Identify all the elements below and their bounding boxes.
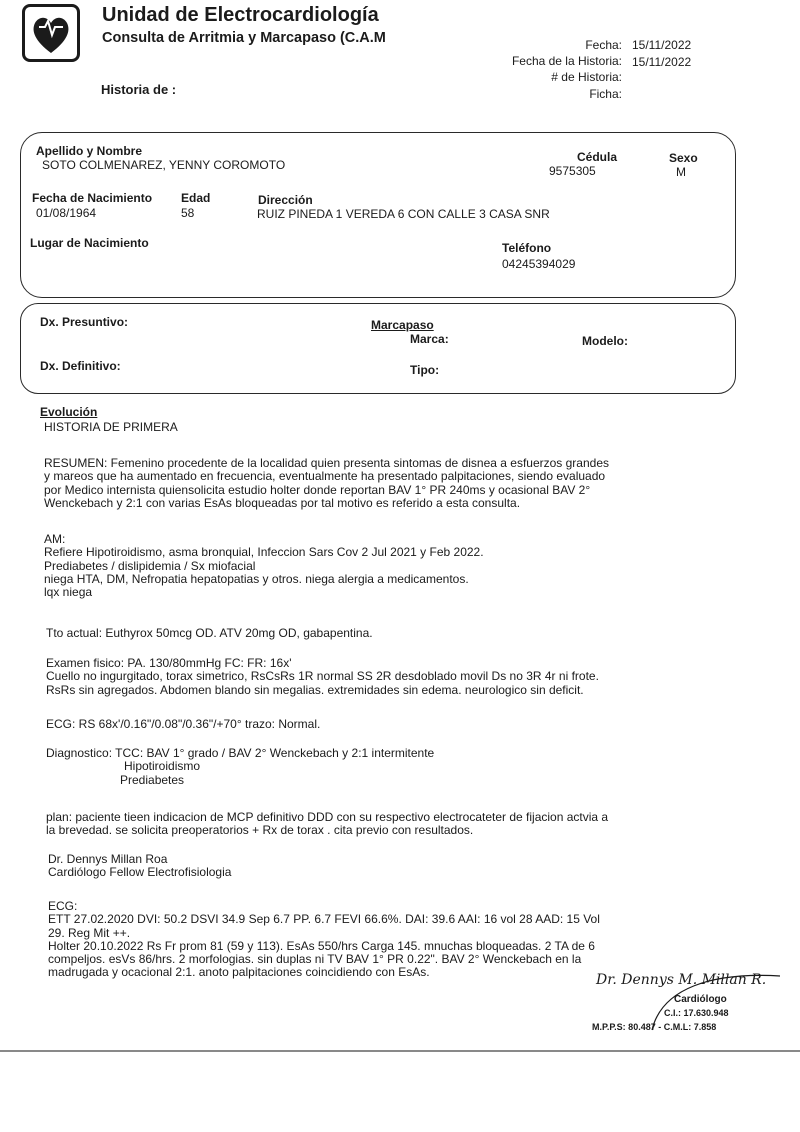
- ecg-section-line: madrugada y ocacional 2:1. anoto palpitaciones coincidiendo con EsAs.: [48, 965, 430, 980]
- examen-line: Examen fisico: PA. 130/80mmHg FC: FR: 16x': [46, 656, 292, 670]
- am-line: Refiere Hipotiroidismo, asma bronquial, Infeccion Sars Cov 2 Jul 2021 y Feb 2022.: [44, 545, 484, 560]
- ecg-line: ECG: RS 68x'/0.16"/0.08"/0.36"/+70° trazo: Normal.: [46, 717, 321, 731]
- tto-actual: Tto actual: Euthyrox 50mcg OD. ATV 20mg OD, gabapentina.: [46, 626, 373, 640]
- ecg-section-line: ETT 27.02.2020 DVI: 50.2 DSVI 34.9 Sep 6.7 PP. 6.7 FEVI 66.6%. DAI: 39.6 AAI: 16 vol 28 AAD: 15 Vol: [48, 912, 600, 927]
- cedula-label: Cédula: [577, 150, 618, 164]
- fecha-historia-label: Fecha de la Historia:: [511, 54, 622, 68]
- nombre-value: SOTO COLMENAREZ, YENNY COROMOTO: [42, 158, 286, 172]
- nombre-label: Apellido y Nombre: [36, 144, 143, 158]
- marcapaso-label: Marcapaso: [371, 318, 434, 332]
- heart-logo-icon: [22, 4, 80, 62]
- diagnostico-line: Diagnostico: TCC: BAV 1° grado / BAV 2° Wenckebach y 2:1 intermitente: [46, 746, 435, 760]
- diagnostico-paragraph: [46, 747, 434, 787]
- sexo-label: Sexo: [669, 151, 698, 165]
- fecha-historia-value: 15/11/2022: [632, 55, 692, 69]
- ecg-section-line: compeljos. esVs 86/hrs. 2 morfologias. sin duplas ni TV BAV 1° PR 0.22". BAV 2° Wenckebach en la: [48, 952, 582, 967]
- sexo-value: M: [676, 165, 686, 179]
- plan-paragraph: [46, 811, 608, 838]
- modelo-label: Modelo:: [582, 334, 628, 348]
- tipo-label: Tipo:: [410, 363, 440, 377]
- am-line: AM:: [44, 532, 66, 546]
- plan-line: plan: paciente tieen indicacion de MCP definitivo DDD con su respectivo electrocateter de fijacion actvia a: [46, 810, 609, 824]
- plan-line: la brevedad. se solicita preoperatorios + Rx de torax . cita previo con resultados.: [46, 823, 474, 838]
- dx-presuntivo-label: Dx. Presuntivo:: [40, 315, 129, 329]
- telefono-label: Teléfono: [502, 241, 552, 255]
- fecha-value: 15/11/2022: [632, 38, 692, 52]
- page-subtitle: Consulta de Arritmia y Marcapaso (C.A.M: [102, 30, 386, 46]
- ecg-section: [48, 900, 600, 980]
- num-historia-label: # de Historia:: [551, 70, 622, 84]
- nacimiento-value: 01/08/1964: [36, 206, 97, 220]
- scan-edge-divider: [0, 1050, 800, 1052]
- am-line: Prediabetes / dislipidemia / Sx miofacial: [44, 558, 256, 573]
- examen-line: RsRs sin agregados. Abdomen blando sin megalias. extremidades sin edema. neurologico sin deficit.: [46, 682, 584, 697]
- stamp-ci: C.I.: 17.630.948: [664, 1008, 729, 1018]
- am-line: lqx niega: [44, 585, 93, 600]
- doctor-title: Cardiólogo Fellow Electrofisiologia: [48, 865, 232, 880]
- diagnostico-line: Hipotiroidismo: [124, 759, 201, 774]
- resumen-line: Wenckebach y 2:1 con varias EsAs bloqueadas por tal motivo es referido a esta consulta.: [44, 495, 521, 510]
- edad-value: 58: [181, 206, 195, 220]
- resumen-line: y mareos que ha aumentado en frecuencia, eventualmente ha presentado palpitaciones, siendo evaluado: [44, 469, 606, 484]
- diagnostico-line: Prediabetes: [120, 772, 185, 787]
- cedula-value: 9575305: [549, 164, 596, 178]
- stamp-role: Cardiólogo: [674, 994, 727, 1005]
- evolucion-intro: HISTORIA DE PRIMERA: [44, 420, 178, 434]
- fecha-label: Fecha:: [585, 38, 622, 52]
- am-paragraph: [44, 533, 484, 599]
- direccion-value: RUIZ PINEDA 1 VEREDA 6 CON CALLE 3 CASA SNR: [257, 207, 550, 221]
- ecg-section-line: Holter 20.10.2022 Rs Fr prom 81 (59 y 113). EsAs 550/hrs Carga 145. mnuchas bloqueadas. 2 TA de 6: [48, 938, 595, 953]
- ecg-section-line: 29. Reg Mit ++.: [48, 925, 131, 940]
- stamp-signature: Dr. Dennys M. Millan R.: [596, 972, 767, 988]
- resumen-line: RESUMEN: Femenino procedente de la localidad quien presenta sintomas de disnea a esfuerzos grandes: [44, 456, 609, 470]
- telefono-value: 04245394029: [502, 257, 576, 271]
- examen-paragraph: [46, 657, 599, 697]
- marca-label: Marca:: [410, 332, 449, 346]
- nacimiento-label: Fecha de Nacimiento: [32, 191, 153, 205]
- edad-label: Edad: [181, 191, 211, 205]
- page-title: Unidad de Electrocardiología: [102, 4, 379, 26]
- dx-definitivo-label: Dx. Definitivo:: [40, 359, 121, 373]
- doctor-name: Dr. Dennys Millan Roa: [48, 852, 168, 866]
- examen-line: Cuello no ingurgitado, torax simetrico, RsCsRs 1R normal SS 2R desdoblado movil Ds no 3R 4r ni frote.: [46, 669, 599, 684]
- doctor-block: [48, 853, 231, 880]
- stamp-mpps: M.P.P.S: 80.487 - C.M.L: 7.858: [592, 1022, 717, 1032]
- ecg-section-line: ECG:: [48, 899, 78, 913]
- am-line: niega HTA, DM, Nefropatia hepatopatias y otros. niega alergia a medicamentos.: [44, 571, 469, 586]
- ficha-label: Ficha:: [589, 87, 622, 101]
- direccion-label: Dirección: [258, 193, 313, 207]
- resumen-paragraph: [44, 457, 609, 510]
- historia-de-label: Historia de :: [101, 82, 177, 97]
- resumen-line: por Medico internista quiensolicita estudio holter donde reportan BAV 1° PR 240ms y ocasional BAV 2°: [44, 482, 591, 497]
- doctor-stamp: [592, 968, 792, 1038]
- evolucion-heading: Evolución: [40, 405, 98, 419]
- lugar-label: Lugar de Nacimiento: [30, 236, 149, 250]
